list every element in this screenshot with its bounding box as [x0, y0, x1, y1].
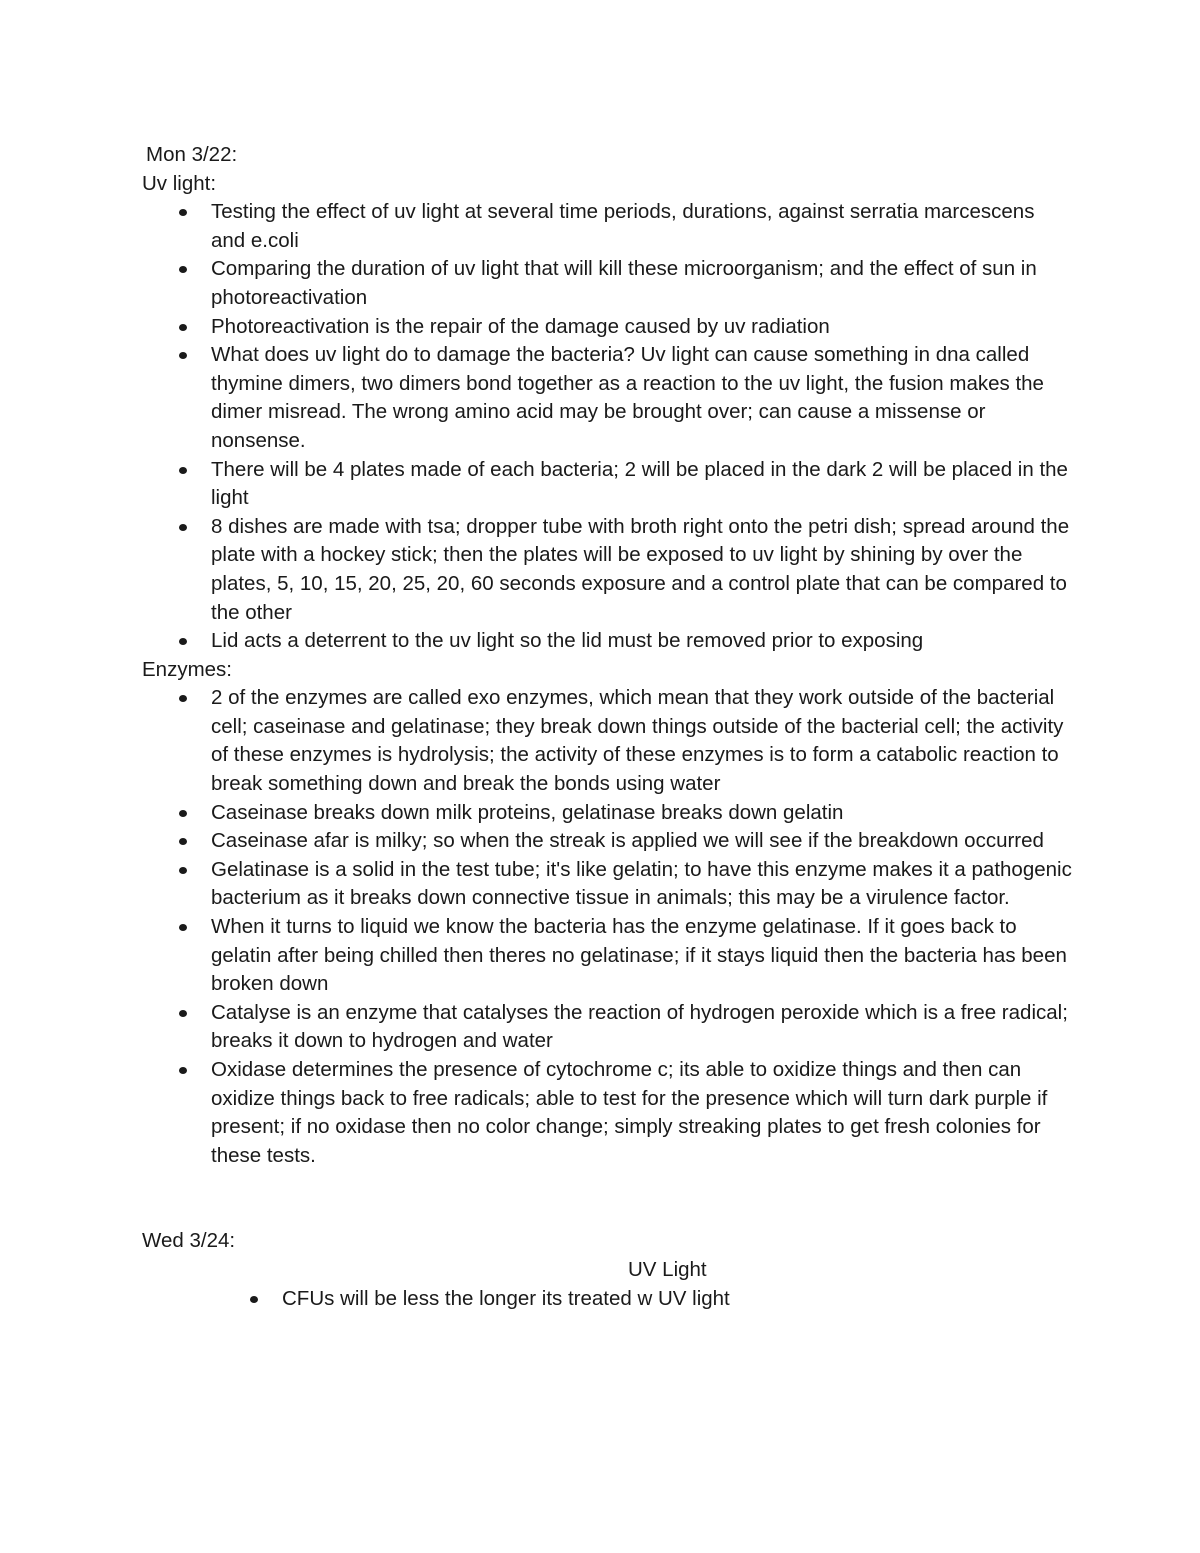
bullet-icon — [179, 266, 187, 273]
bullet-icon — [179, 324, 187, 331]
list-item-text: Catalyse is an enzyme that catalyses the reaction of hydrogen peroxide which is a free radical; breaks it down to hydrogen and water — [211, 1000, 1068, 1053]
list-item-text: There will be 4 plates made of each bacteria; 2 will be placed in the dark 2 will be placed in the light — [211, 457, 1068, 510]
wed-list — [142, 1285, 1072, 1314]
uv-light-subheading: UV Light — [628, 1257, 707, 1281]
list-item — [142, 1056, 1072, 1170]
list-item — [142, 799, 1072, 828]
bullet-icon — [179, 1067, 187, 1074]
list-item — [142, 913, 1072, 999]
uv-light-list — [142, 198, 1072, 656]
list-item-text: Gelatinase is a solid in the test tube; it's like gelatin; to have this enzyme makes it a pathogenic bacterium as it breaks down connective tissue in animals; this may be a virulence factor. — [211, 857, 1072, 910]
list-item-text: CFUs will be less the longer its treated w UV light — [282, 1286, 730, 1310]
list-item — [142, 341, 1072, 455]
list-item — [142, 999, 1072, 1056]
list-item-text: 8 dishes are made with tsa; dropper tube with broth right onto the petri dish; spread around the plate with a hockey stick; then the plates will be exposed to uv light by shining by over the plates, 5, 10, 15, 20, 25, 20, 60 seconds exposure and a control plate that can be compared to the other — [211, 514, 1070, 624]
uv-light-heading: Uv light: — [142, 171, 217, 195]
bullet-icon — [179, 524, 187, 531]
list-item — [142, 1285, 1072, 1314]
enzymes-heading: Enzymes: — [142, 657, 232, 681]
list-item — [142, 513, 1072, 627]
list-item-text: Comparing the duration of uv light that will kill these microorganism; and the effect of sun in photoreactivation — [211, 257, 1037, 309]
list-item-text: Caseinase breaks down milk proteins, gelatinase breaks down gelatin — [211, 800, 844, 824]
bullet-icon — [179, 1010, 187, 1017]
list-item — [142, 856, 1072, 913]
list-item-text: Lid acts a deterrent to the uv light so the lid must be removed prior to exposing — [211, 629, 924, 653]
list-item-text: Photoreactivation is the repair of the damage caused by uv radiation — [211, 314, 830, 338]
list-item-text: What does uv light do to damage the bacteria? Uv light can cause something in dna called thymine dimers, two dimers bond together as a reaction to the uv light, the fusion makes the dimer misread. The wrong amino acid may be brought over; can cause a missense or nonsense. — [211, 343, 1044, 452]
list-item-text: When it turns to liquid we know the bacteria has the enzyme gelatinase. If it goes back to gelatin after being chilled then theres no gelatinase; if it stays liquid then the bacteria has been broken down — [211, 915, 1067, 996]
bullet-icon — [179, 867, 187, 874]
bullet-icon — [179, 638, 187, 645]
document-page — [142, 141, 1072, 1313]
list-item — [142, 313, 1072, 342]
wed-date-heading: Wed 3/24: — [142, 1229, 236, 1253]
list-item-text: Caseinase afar is milky; so when the streak is applied we will see if the breakdown occurred — [211, 829, 1044, 853]
list-item-text: Testing the effect of uv light at several time periods, durations, against serratia marcescens and e.coli — [211, 200, 1035, 252]
bullet-icon — [179, 467, 187, 474]
list-item-text: Oxidase determines the presence of cytochrome c; its able to oxidize things and then can oxidize things back to free radicals; able to test for the presence which will turn dark purple if present; if no oxidase then no color change; simply streaking plates to get fresh colonies for these tests. — [211, 1058, 1048, 1167]
list-item — [142, 198, 1072, 255]
bullet-icon — [179, 695, 187, 702]
bullet-icon — [179, 838, 187, 845]
bullet-icon — [179, 352, 187, 359]
list-item — [142, 684, 1072, 798]
list-item — [142, 255, 1072, 312]
enzymes-list — [142, 684, 1072, 1170]
list-item-text: 2 of the enzymes are called exo enzymes, which mean that they work outside of the bacterial cell; caseinase and gelatinase; they break down things outside of the bacterial cell; the activity of these enzymes is hydrolysis; the activity of these enzymes is to form a catabolic reaction to break something down and break the bonds using water — [211, 686, 1064, 796]
bullet-icon — [250, 1296, 258, 1303]
list-item — [142, 827, 1072, 856]
list-item — [142, 456, 1072, 513]
bullet-icon — [179, 810, 187, 817]
bullet-icon — [179, 924, 187, 931]
bullet-icon — [179, 209, 187, 216]
section-spacer — [142, 1170, 1072, 1227]
list-item — [142, 627, 1072, 656]
mon-date-heading: Mon 3/22: — [146, 143, 238, 166]
